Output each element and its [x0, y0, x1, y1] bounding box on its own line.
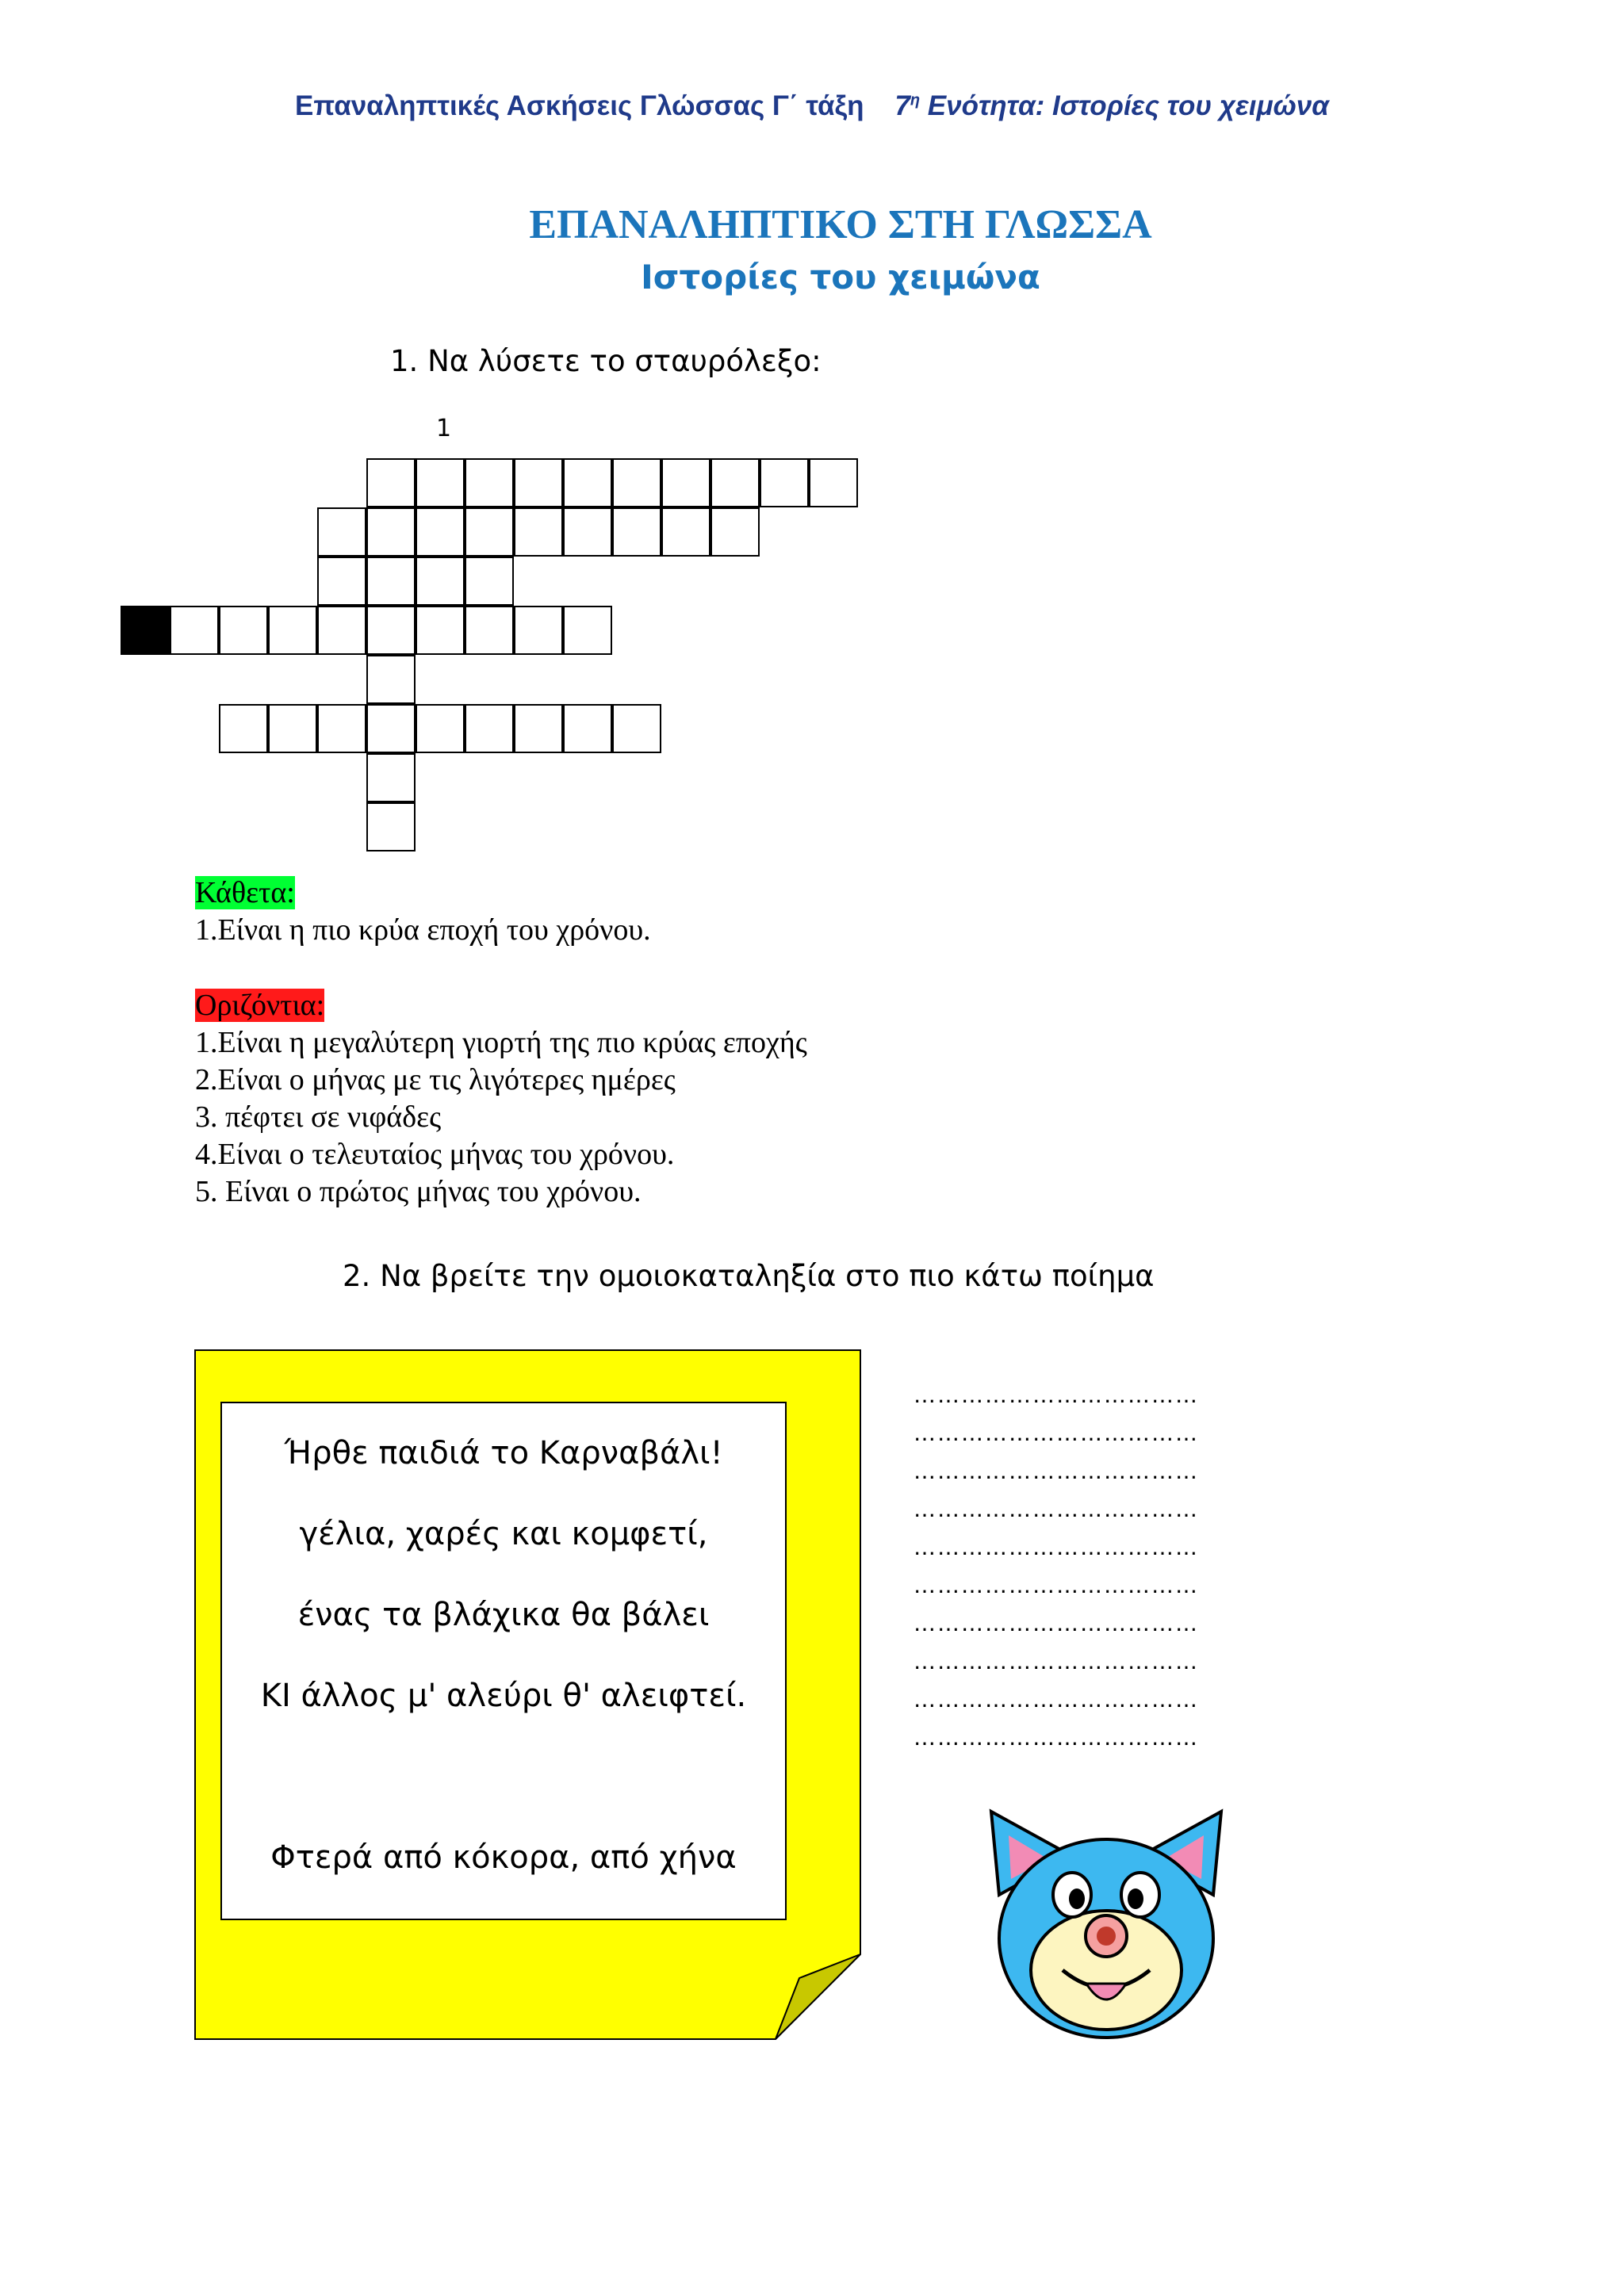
horizontal-clue-3: 3. πέφτει σε νιφάδες [195, 1100, 442, 1134]
crossword-cell[interactable] [465, 507, 514, 557]
exercise2-heading: 2. Να βρείτε την ομοιοκαταληξία στο πιο κάτω ποίημα [343, 1259, 1155, 1293]
horizontal-clue-4: 4.Είναι ο τελευταίος μήνας του χρόνου. [195, 1138, 675, 1171]
clues-block [195, 874, 807, 1211]
crossword-cell[interactable] [760, 458, 809, 507]
crossword-cell[interactable] [809, 458, 858, 507]
horizontal-label: Οριζόντια: [195, 989, 325, 1022]
page-subtitle: Ιστορίες του χειμώνα [641, 258, 1040, 297]
crossword-cell[interactable] [710, 507, 760, 557]
crossword-cell[interactable] [366, 802, 416, 851]
crossword-cell[interactable] [366, 606, 416, 655]
crossword-cell[interactable] [416, 458, 465, 507]
crossword-cell[interactable] [563, 507, 612, 557]
answer-line-10[interactable]: ……………………………… [914, 1724, 1199, 1751]
crossword-cell[interactable] [612, 704, 661, 753]
crossword-cell[interactable] [563, 606, 612, 655]
crossword-cell[interactable] [219, 704, 268, 753]
crossword-cell[interactable] [268, 606, 317, 655]
crossword-cell[interactable] [170, 606, 219, 655]
unit-number: 7 [894, 90, 910, 121]
poem-line-3: ένας τα βλάχικα θα βάλει [297, 1597, 710, 1633]
answer-line-7[interactable]: ……………………………… [914, 1610, 1199, 1636]
crossword-cell[interactable] [514, 704, 563, 753]
crossword-cell[interactable] [465, 704, 514, 753]
page-title: ΕΠΑΝΑΛΗΠΤΙΚΟ ΣΤΗ ΓΛΩΣΣΑ [529, 202, 1152, 247]
cat-face-icon [983, 1808, 1229, 2045]
poem-box [220, 1402, 787, 1920]
crossword-cell[interactable] [219, 606, 268, 655]
crossword-cell[interactable] [465, 458, 514, 507]
crossword-cell[interactable] [317, 704, 366, 753]
crossword-cell[interactable] [661, 458, 710, 507]
crossword-black-cell [121, 606, 170, 655]
crossword-cell[interactable] [366, 507, 416, 557]
crossword-cell[interactable] [465, 557, 514, 606]
horizontal-clue-5: 5. Είναι ο πρώτος μήνας του χρόνου. [195, 1175, 642, 1208]
exercise1-heading: 1. Να λύσετε το σταυρόλεξο: [390, 344, 822, 378]
crossword-cell[interactable] [317, 507, 366, 557]
answer-line-1[interactable]: ……………………………… [914, 1382, 1199, 1408]
crossword-cell[interactable] [514, 458, 563, 507]
unit-title: Ενότητα: Ιστορίες του χειμώνα [927, 90, 1329, 121]
answer-lines [914, 1376, 1199, 1757]
vertical-label: Κάθετα: [195, 876, 295, 909]
header-left: Επαναληπτικές Ασκήσεις Γλώσσας Γ΄ τάξη [295, 90, 864, 121]
horizontal-clue-1: 1.Είναι η μεγαλύτερη γιορτή της πιο κρύας εποχής [195, 1026, 807, 1059]
page-header [0, 90, 1624, 122]
vertical-clue-1: 1.Είναι η πιο κρύα εποχή του χρόνου. [195, 913, 651, 947]
crossword-cell[interactable] [366, 458, 416, 507]
crossword-cell[interactable] [514, 507, 563, 557]
crossword-cell[interactable] [661, 507, 710, 557]
crossword-cell[interactable] [366, 704, 416, 753]
crossword-cell[interactable] [416, 507, 465, 557]
poem-line-1: Ήρθε παιδιά το Καρναβάλι! [284, 1435, 723, 1471]
crossword-cell[interactable] [366, 557, 416, 606]
crossword-cell[interactable] [465, 606, 514, 655]
crossword-cell[interactable] [317, 606, 366, 655]
answer-line-3[interactable]: ……………………………… [914, 1458, 1199, 1484]
crossword-cell[interactable] [514, 606, 563, 655]
unit-sup: η [910, 91, 921, 109]
answer-line-8[interactable]: ……………………………… [914, 1648, 1199, 1674]
crossword-cell[interactable] [612, 458, 661, 507]
poem-line-4: ΚΙ άλλος μ' αλεύρι θ' αλειφτεί. [260, 1678, 747, 1714]
answer-line-6[interactable]: ……………………………… [914, 1572, 1199, 1598]
answer-line-9[interactable]: ……………………………… [914, 1686, 1199, 1712]
crossword-cell[interactable] [366, 655, 416, 704]
crossword-cell[interactable] [366, 753, 416, 802]
answer-line-5[interactable]: ……………………………… [914, 1534, 1199, 1560]
crossword-cell[interactable] [612, 507, 661, 557]
answer-line-2[interactable]: ……………………………… [914, 1420, 1199, 1446]
horizontal-clue-2: 2.Είναι ο μήνας με τις λιγότερες ημέρες [195, 1063, 676, 1096]
header-unit [894, 90, 1329, 121]
crossword-cell[interactable] [317, 557, 366, 606]
crossword-cell[interactable] [563, 704, 612, 753]
poem-line-2: γέλια, χαρές και κομφετί, [299, 1516, 708, 1552]
crossword-cell[interactable] [268, 704, 317, 753]
answer-line-4[interactable]: ……………………………… [914, 1496, 1199, 1522]
crossword-cell[interactable] [710, 458, 760, 507]
crossword-number-vertical-1: 1 [436, 415, 452, 442]
crossword-cell[interactable] [563, 458, 612, 507]
crossword-cell[interactable] [416, 704, 465, 753]
poem-line-5: Φτερά από κόκορα, από χήνα [270, 1839, 737, 1876]
crossword-cell[interactable] [416, 606, 465, 655]
crossword-cell[interactable] [416, 557, 465, 606]
